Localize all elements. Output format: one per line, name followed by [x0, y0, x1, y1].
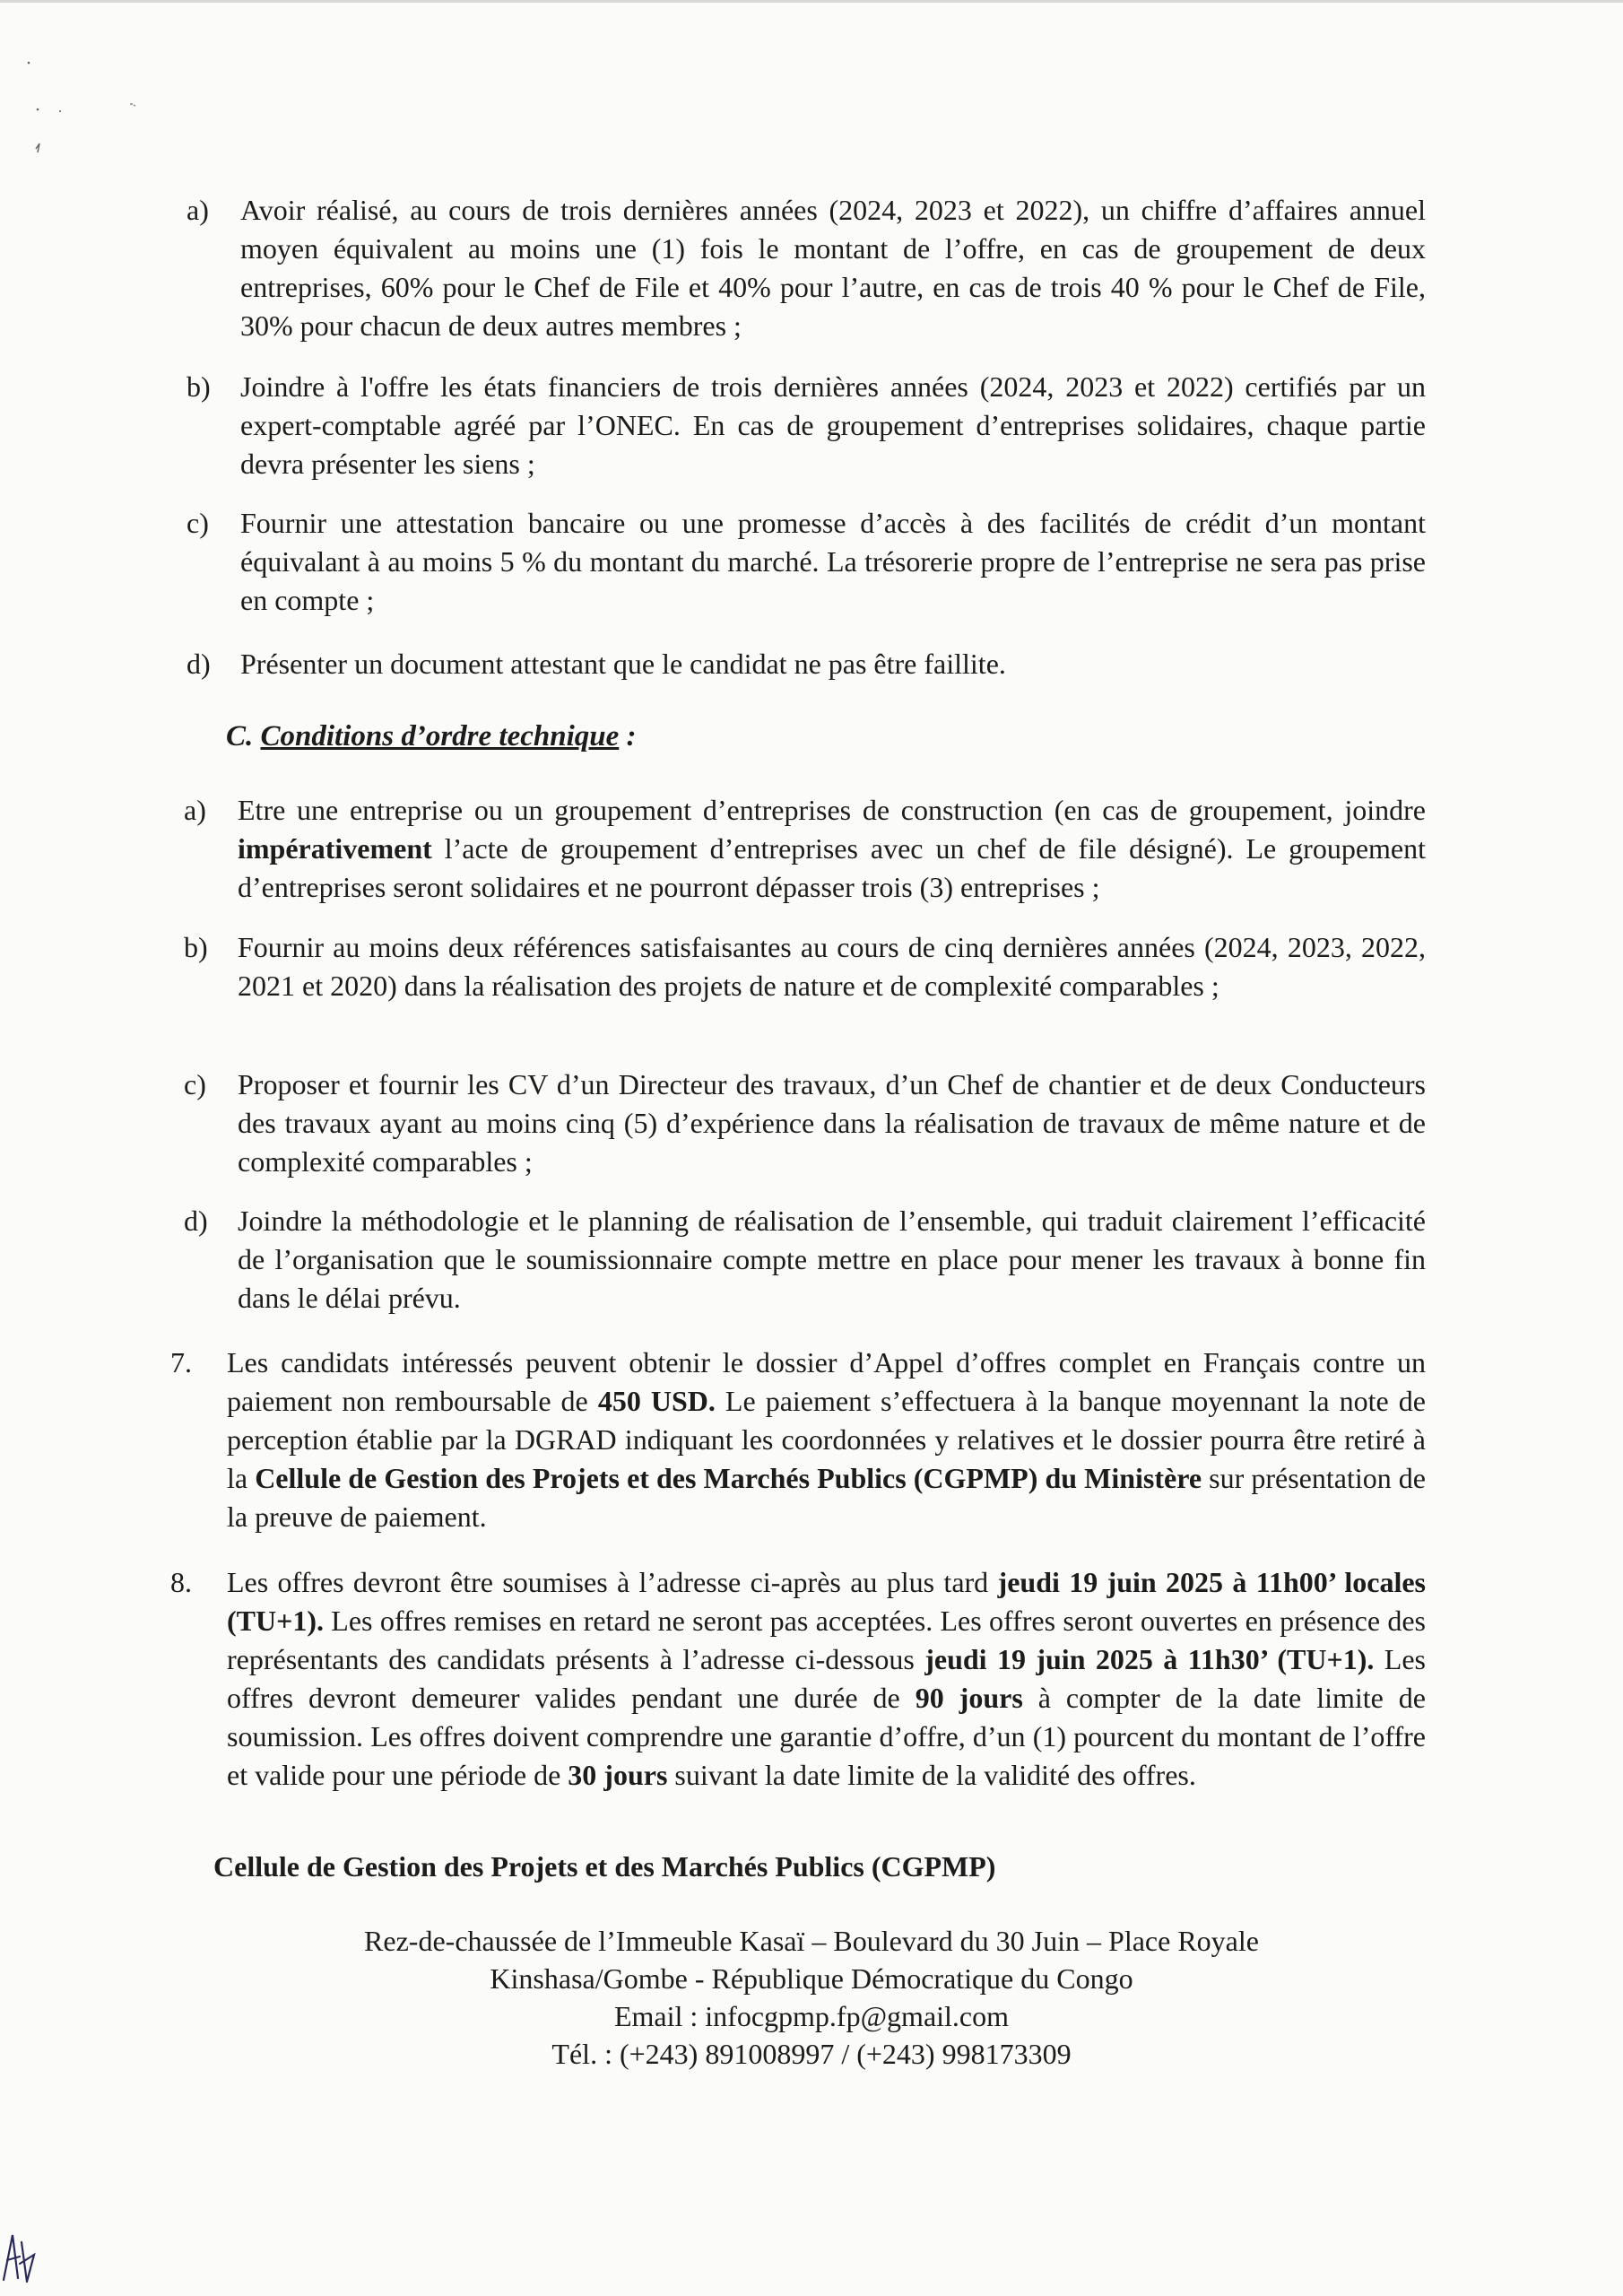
technical-condition-d — [184, 1202, 1426, 1318]
scan-specks — [20, 36, 154, 179]
paragraph-text — [227, 1344, 1426, 1536]
address-line-2: Kinshasa/Gombe - République Démocratique du Congo — [490, 1962, 1133, 1995]
text-run: Proposer et fournir les CV d’un Directeur des travaux, d’un Chef de chantier et de deux Conducteurs des travaux ayant au moins cinq (5) d’expérience dans la réalisation de travaux de même nature et de complexité comparables ; — [238, 1068, 1426, 1178]
section-heading-technical — [226, 720, 637, 753]
text-run: suivant la date limite de la validité des offres. — [667, 1759, 1196, 1791]
text-run: à compter de la date limite de soumission. Les offres doivent comprendre une garantie d’offre, d’un (1) pourcent du montant de l’offre et valide pour une période de — [227, 1682, 1427, 1791]
text-run: Les offres remises en retard ne seront pas acceptées. Les offres seront ouvertes en présence des représentants des candidats présents à l’adresse ci-dessous — [227, 1605, 1426, 1675]
emphasized-text: impérativement — [238, 832, 432, 865]
text-run: Fournir une attestation bancaire ou une promesse d’accès à des facilités de crédit d’un montant équivalant à au moins 5 % du montant du marché. La trésorerie propre de l’entreprise ne sera pas prise en compte ; — [240, 507, 1426, 616]
text-run: Les offres devront demeurer valides pendant une durée de — [227, 1643, 1427, 1714]
paragraph-number: 7. — [170, 1346, 192, 1378]
text-run: Etre une entreprise ou un groupement d’entreprises de construction (en cas de groupement, joindre — [238, 794, 1426, 826]
text-run: Joindre à l'offre les états financiers de trois dernières années (2024, 2023 et 2022) certifiés par un expert-comptable agréé par l’ONEC. En cas de groupement d’entreprises solidaires, chaque partie devra présenter les siens ; — [240, 370, 1426, 480]
list-marker: b) — [187, 370, 211, 403]
emphasized-text: 450 USD. — [597, 1385, 716, 1417]
list-marker: b) — [184, 931, 208, 963]
list-marker: c) — [187, 507, 209, 539]
financial-condition-a — [187, 191, 1426, 345]
financial-condition-b — [187, 368, 1426, 483]
technical-condition-b — [184, 928, 1426, 1005]
paragraph-number: 8. — [170, 1566, 192, 1598]
list-item-text — [238, 1065, 1426, 1181]
technical-condition-a — [184, 791, 1426, 907]
list-marker: a) — [187, 194, 209, 226]
section-suffix: : — [619, 720, 637, 752]
emphasized-text: jeudi 19 juin 2025 à 11h30’ (TU+1). — [924, 1643, 1375, 1675]
scan-edge — [0, 0, 1623, 3]
list-item-text — [238, 1202, 1426, 1318]
email-line: Email : infocgpmp.fp@gmail.com — [613, 2000, 1010, 2032]
text-run: Fournir au moins deux références satisfaisantes au cours de cinq dernières années (2024, 2023, 2022, 2021 et 2020) dans la réalisation des projets de nature et de complexité comparables ; — [238, 931, 1426, 1002]
paragraph-text — [227, 1563, 1426, 1795]
text-run: Joindre la méthodologie et le planning de réalisation de l’ensemble, qui traduit clairement l’efficacité de l’organisation que le soumissionnaire compte mettre en place pour mener les travaux à bonne fin dans le délai prévu. — [238, 1205, 1426, 1314]
financial-condition-d — [187, 645, 1426, 683]
list-marker: d) — [184, 1205, 208, 1237]
emphasized-text: jeudi 19 juin 2025 à 11h00’ locales (TU+1). — [227, 1566, 1427, 1637]
paragraph-8 — [170, 1563, 1426, 1795]
address-line-1: Rez-de-chaussée de l’Immeuble Kasaï – Boulevard du 30 Juin – Place Royale — [364, 1925, 1259, 1957]
list-marker: c) — [184, 1068, 206, 1100]
list-item-text — [238, 928, 1426, 1005]
handwritten-initials-mark — [0, 2224, 54, 2287]
paragraph-7 — [170, 1344, 1426, 1536]
list-item-text — [240, 191, 1426, 345]
list-item-text — [238, 791, 1426, 907]
technical-condition-c — [184, 1065, 1426, 1181]
organization-name: Cellule de Gestion des Projets et des Marchés Publics (CGPMP) — [213, 1850, 996, 1883]
text-run: l’acte de groupement d’entreprises avec un chef de file désigné). Le groupement d’entreprises seront solidaires et ne pourront dépasser trois (3) entreprises ; — [238, 832, 1426, 903]
text-run: Les candidats intéressés peuvent obtenir le dossier d’Appel d’offres complet en Français contre un paiement non remboursable de — [227, 1346, 1426, 1417]
section-letter: C. — [226, 720, 254, 752]
phone-line: Tél. : (+243) 891008997 / (+243) 998173309 — [551, 2038, 1072, 2070]
text-run: Présenter un document attestant que le candidat ne pas être faillite. — [240, 648, 1006, 680]
emphasized-text: 30 jours — [568, 1759, 668, 1791]
list-item-text — [240, 368, 1426, 483]
emphasized-text: 90 jours — [915, 1682, 1023, 1714]
text-run: sur présentation de la preuve de paiement. — [227, 1462, 1427, 1533]
text-run: Les offres devront être soumises à l’adresse ci-après au plus tard — [227, 1566, 998, 1598]
emphasized-text: Cellule de Gestion des Projets et des Marchés Publics (CGPMP) du Ministère — [255, 1462, 1202, 1494]
list-item-text — [240, 645, 1426, 683]
list-marker: a) — [184, 794, 206, 826]
section-title: Conditions d’ordre technique — [260, 720, 620, 752]
text-run: Le paiement s’effectuera à la banque moyennant la note de perception établie par la DGRAD indiquant les coordonnées y relatives et le dossier pourra être retiré à la — [227, 1385, 1427, 1494]
financial-condition-c — [187, 504, 1426, 620]
list-marker: d) — [187, 648, 211, 680]
text-run: Avoir réalisé, au cours de trois dernières années (2024, 2023 et 2022), un chiffre d’affaires annuel moyen équivalent au moins une (1) fois le montant de l’offre, en cas de groupement de deux entreprises, 60% pour le Chef de File et 40% pour l’autre, en cas de trois 40 % pour le Chef de File, 30% pour chacun de deux autres membres ; — [240, 194, 1426, 342]
list-item-text — [240, 504, 1426, 620]
